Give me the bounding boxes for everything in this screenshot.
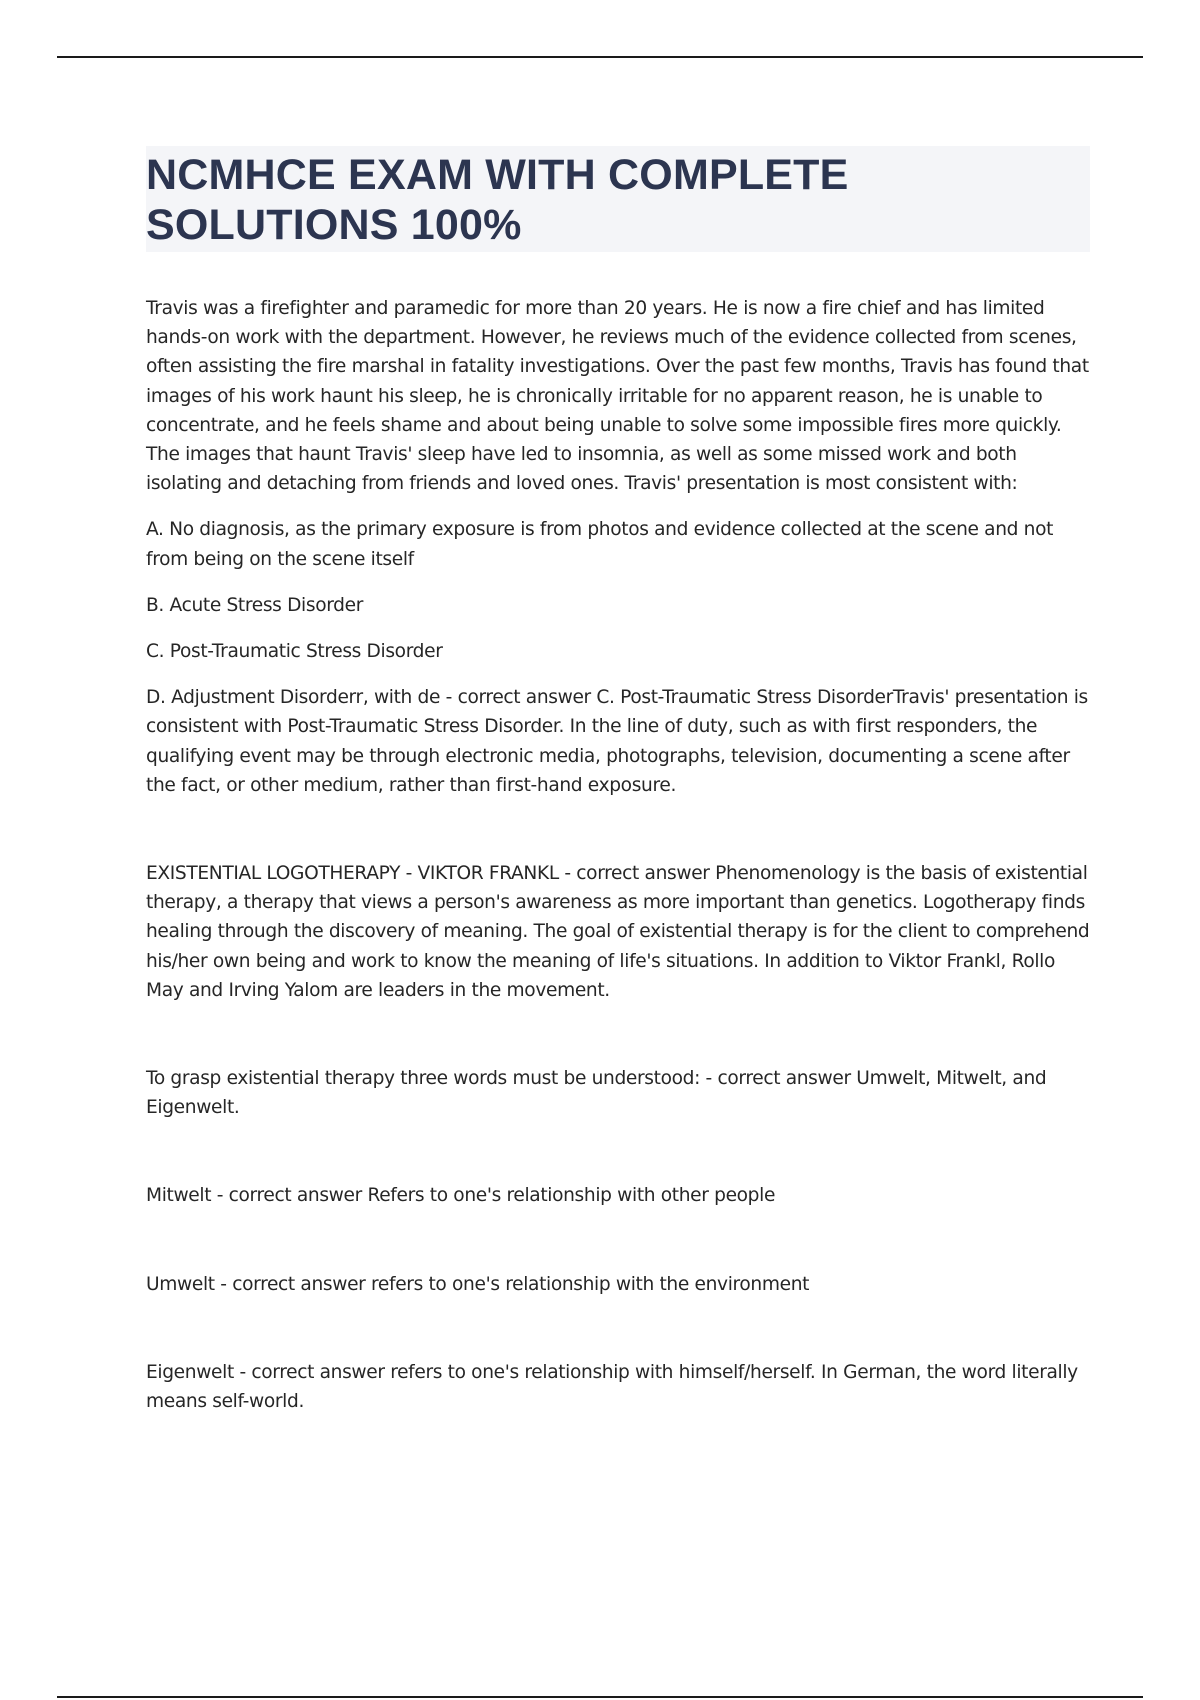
entry-existential-logotherapy: EXISTENTIAL LOGOTHERAPY - VIKTOR FRANKL - correct answer Phenomenology is the basis of existential therapy, a therapy that views a person's awareness as more important than genetics. Logotherapy finds healing through the discovery of meaning. The goal of existential therapy is for the client to comprehend his/her own being and work to know the meaning of life's situations. In addition to Viktor Frankl, Rollo May and Irving Yalom are leaders in the movement. [146,863,1090,1001]
entry-umwelt: Umwelt - correct answer refers to one's relationship with the environment [146,1273,810,1295]
header-rule [57,56,1143,58]
footer-rule [57,1696,1143,1698]
option-a: A. No diagnosis, as the primary exposure is from photos and evidence collected at the scene and not from being on the scene itself [146,519,1054,570]
option-d-answer: D. Adjustment Disorderr, with de - correct answer C. Post-Traumatic Stress DisorderTravis' presentation is consistent with Post-Traumatic Stress Disorder. In the line of duty, such as with first responders, the qualifying event may be through electronic media, photographs, television, documenting a scene after the fact, or other medium, rather than first-hand exposure. [146,687,1088,796]
document-body [146,146,1090,1416]
option-c: C. Post-Traumatic Stress Disorder [146,641,443,663]
entry-three-words: To grasp existential therapy three words must be understood: - correct answer Umwelt, Mitwelt, and Eigenwelt. [146,1068,1047,1119]
document-title: NCMHCE EXAM WITH COMPLETE SOLUTIONS 100% [146,151,849,249]
entry-mitwelt: Mitwelt - correct answer Refers to one's relationship with other people [146,1185,776,1207]
title-banner [146,146,1090,252]
option-b: B. Acute Stress Disorder [146,594,364,616]
entry-eigenwelt: Eigenwelt - correct answer refers to one's relationship with himself/herself. In German, the word literally means self-world. [146,1361,1078,1413]
question-text: Travis was a firefighter and paramedic for more than 20 years. He is now a fire chief and has limited hands-on work with the department. However, he reviews much of the evidence collected from scenes, often assisting the fire marshal in fatality investigations. Over the past few months, Travis has found that images of his work haunt his sleep, he is chronically irritable for no apparent reason, he is unable to concentrate, and he feels shame and about being unable to solve some impossible fires more quickly. The images that haunt Travis' sleep have led to insomnia, as well as some missed work and both isolating and detaching from friends and loved ones. Travis' presentation is most consistent with: [146,298,1089,495]
